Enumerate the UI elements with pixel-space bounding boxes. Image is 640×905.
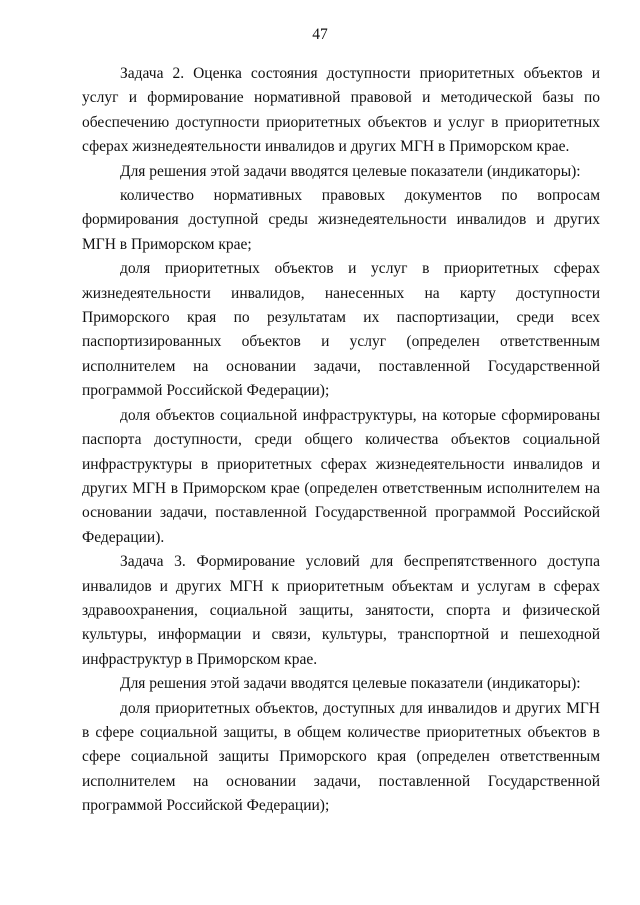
paragraph-task-3: Задача 3. Формирование условий для беспрепятственного доступа инвалидов и других МГН к приоритетным объектам и услугам в сферах здравоохранения, социальной защиты, занятости, спорта и физической культуры, информации и связи, культуры, транспортной и пешеходной инфраструктур в Приморском крае. xyxy=(82,553,600,668)
document-body xyxy=(82,62,600,819)
paragraph-indicator-social-protection: доля приоритетных объектов, доступных для инвалидов и других МГН в сфере социальной защиты, в общем количестве приоритетных объектов в сфере социальной защиты Приморского края (определен ответственным исполнителем на основании задачи, поставленной Государственной программой Российской Федерации); xyxy=(82,699,600,815)
paragraph-indicator-documents: количество нормативных правовых документов по вопросам формирования доступной среды жизнедеятельности инвалидов и других МГН в Приморском крае; xyxy=(82,187,600,253)
paragraph-indicators-intro-2: Для решения этой задачи вводятся целевые показатели (индикаторы): xyxy=(120,675,581,693)
paragraph-indicators-intro-1: Для решения этой задачи вводятся целевые показатели (индикаторы): xyxy=(120,162,581,180)
page-number: 47 xyxy=(312,26,328,43)
paragraph-task-2: Задача 2. Оценка состояния доступности приоритетных объектов и услуг и формирование нормативной правовой и методической базы по обеспечению доступности приоритетных объектов и услуг в приоритетных сферах жизнедеятельности инвалидов и других МГН в Приморском крае. xyxy=(82,65,600,156)
paragraph-indicator-passports: доля объектов социальной инфраструктуры, на которые сформированы паспорта доступности, среди общего количества объектов социальной инфраструктуры в приоритетных сферах жизнедеятельности инвалидов и других МГН в Приморском крае (определен ответственным исполнителем на основании задачи, поставленной Государственной программой Российской Федерации). xyxy=(82,406,600,546)
paragraph-indicator-map: доля приоритетных объектов и услуг в приоритетных сферах жизнедеятельности инвалидов, нанесенных на карту доступности Приморского края по результатам их паспортизации, среди всех паспортизированных объектов и услуг (определен ответственным исполнителем на основании задачи, поставленной Государственной программой Российской Федерации); xyxy=(82,260,600,400)
